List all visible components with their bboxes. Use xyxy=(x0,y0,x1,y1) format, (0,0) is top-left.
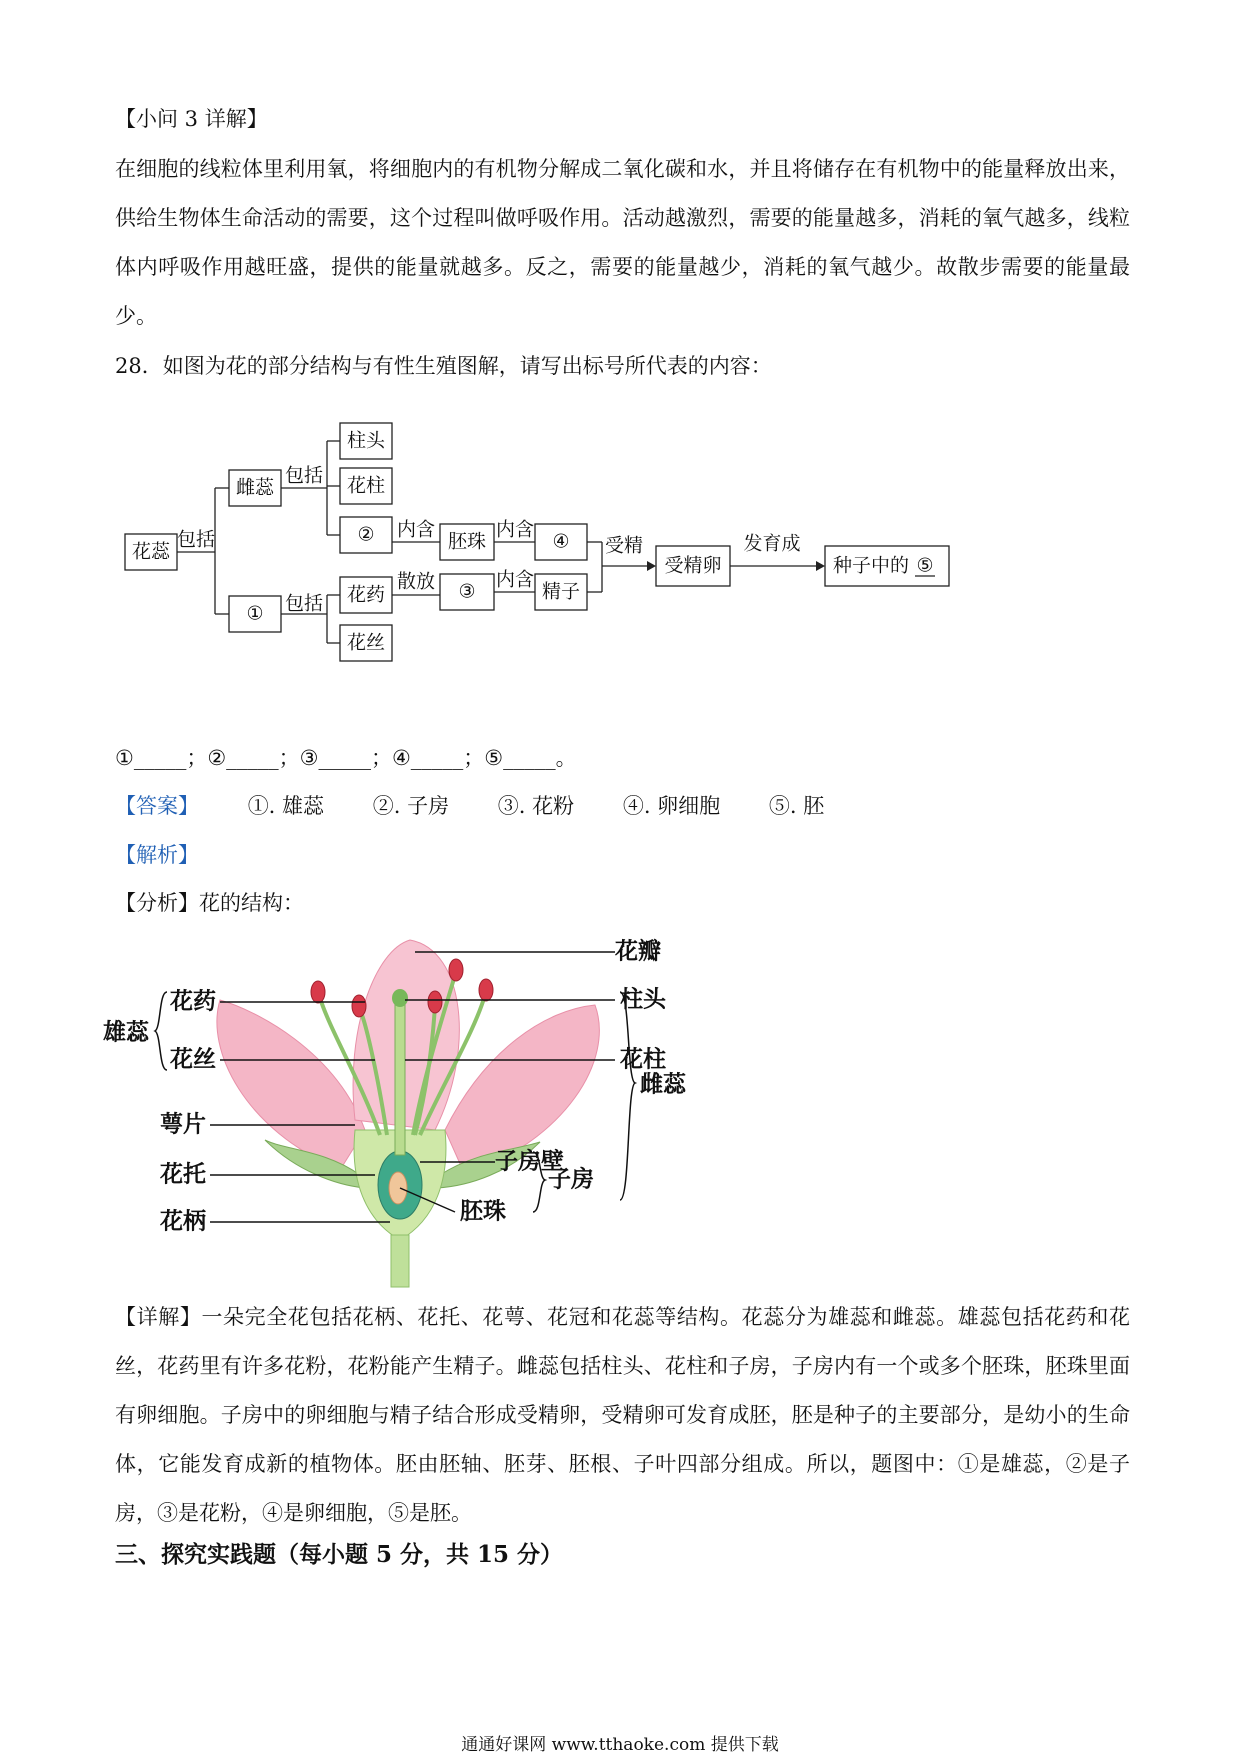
node-sperm: 精子 xyxy=(541,580,581,603)
section-3-heading: 三、探究实践题（每小题 5 分，共 15 分） xyxy=(115,1541,564,1568)
label-contains-3: 内含 xyxy=(495,568,535,591)
label-contains-1: 内含 xyxy=(396,518,436,541)
node-blank4: ④ xyxy=(552,530,570,553)
node-zygote: 受精卵 xyxy=(664,554,722,577)
detail-paragraph xyxy=(115,1293,1130,1538)
node-stigma: 柱头 xyxy=(346,429,386,452)
analysis-label: 【解析】 xyxy=(115,843,199,867)
label-filament: 花丝 xyxy=(170,1046,216,1073)
label-stigma: 柱头 xyxy=(620,986,666,1013)
answer-item-5: ⑤. 胚 xyxy=(768,794,825,818)
label-contains-2: 内含 xyxy=(495,518,535,541)
page-footer: 通通好课网 www.tthaoke.com 提供下载 xyxy=(461,1735,779,1755)
question-28: 28．如图为花的部分结构与有性生殖图解，请写出标号所代表的内容： xyxy=(115,354,772,378)
label-ovary-wall: 子房壁 xyxy=(495,1148,564,1175)
pedicel-shape xyxy=(391,1235,409,1287)
label-include-1: 包括 xyxy=(176,528,216,551)
label-ovary: 子房 xyxy=(548,1166,594,1193)
node-anther: 花药 xyxy=(346,583,386,606)
style-shape xyxy=(395,1000,405,1155)
node-blank1: ① xyxy=(246,602,264,625)
label-include-2: 包括 xyxy=(284,464,324,487)
label-stamen: 雄蕊 xyxy=(103,1019,149,1046)
detail-text: 一朵完全花包括花柄、花托、花萼、花冠和花蕊等结构。花蕊分为雄蕊和雌蕊。雄蕊包括花药和花丝，花药里有许多花粉，花粉能产生精子。雌蕊包括柱头、花柱和子房，子房内有一个或多个胚珠，胚珠里面有卵细胞。子房中的卵细胞与精子结合形成受精卵，受精卵可发育成胚，胚是种子的主要部分，是幼小的生命体，它能发育成新的植物体。胚由胚轴、胚芽、胚根、子叶四部分组成。所以，题图中：①是雄蕊，②是子房，③是花粉，④是卵细胞，⑤是胚。 xyxy=(115,1305,1130,1525)
answer-item-4: ④. 卵细胞 xyxy=(622,794,721,818)
answer-line xyxy=(115,793,1125,819)
label-develop: 发育成 xyxy=(743,532,801,555)
answer-label: 【答案】 xyxy=(115,794,199,818)
sub3-heading: 【小问 3 详解】 xyxy=(115,107,268,131)
label-pedicel: 花柄 xyxy=(160,1208,206,1235)
node-blank5: ⑤ xyxy=(916,554,934,577)
flow-diagram xyxy=(115,410,965,670)
ovule-shape xyxy=(389,1172,407,1204)
node-blank3: ③ xyxy=(458,580,476,603)
node-blank2: ② xyxy=(357,523,375,546)
label-ovule: 胚珠 xyxy=(460,1198,506,1225)
detail-label: 【详解】 xyxy=(115,1305,202,1329)
node-pistil: 雌蕊 xyxy=(235,476,275,499)
node-style: 花柱 xyxy=(346,474,386,497)
answer-item-2: ②. 子房 xyxy=(372,794,450,818)
fenxi-line xyxy=(115,890,1125,916)
node-ovule: 胚珠 xyxy=(447,530,487,553)
node-seed-prefix: 种子中的 xyxy=(832,554,910,577)
stigma-shape xyxy=(392,989,408,1007)
flower-structure-figure xyxy=(103,930,755,1290)
sub3-paragraph: 在细胞的线粒体里利用氧，将细胞内的有机物分解成二氧化碳和水，并且将储存在有机物中的能量释放出来，供给生物体生命活动的需要，这个过程叫做呼吸作用。活动越激烈，需要的能量越多，消耗的氧气越多，线粒体内呼吸作用越旺盛，提供的能量就越多。反之，需要的能量越少，消耗的氧气越少。故散步需要的能量最少。 xyxy=(115,157,1130,328)
fenxi-text: 花的结构： xyxy=(199,891,304,915)
label-petal: 花瓣 xyxy=(615,938,661,965)
label-fertilize: 受精 xyxy=(604,534,644,557)
label-anther: 花药 xyxy=(170,988,216,1015)
label-include-3: 包括 xyxy=(284,592,324,615)
petal-left xyxy=(217,1000,365,1170)
label-sepal: 萼片 xyxy=(160,1111,206,1138)
node-filament: 花丝 xyxy=(346,631,386,654)
blanks-line: ①_____；②_____；③_____；④_____；⑤_____。 xyxy=(115,746,577,770)
answer-item-3: ③. 花粉 xyxy=(497,794,575,818)
node-flower: 花蕊 xyxy=(131,540,171,563)
label-pistil: 雌蕊 xyxy=(640,1071,686,1098)
label-release: 散放 xyxy=(396,570,436,593)
answer-item-1: ①. 雄蕊 xyxy=(247,794,325,818)
fenxi-label: 【分析】 xyxy=(115,891,199,915)
label-style: 花柱 xyxy=(620,1046,666,1073)
label-receptacle: 花托 xyxy=(160,1161,206,1188)
